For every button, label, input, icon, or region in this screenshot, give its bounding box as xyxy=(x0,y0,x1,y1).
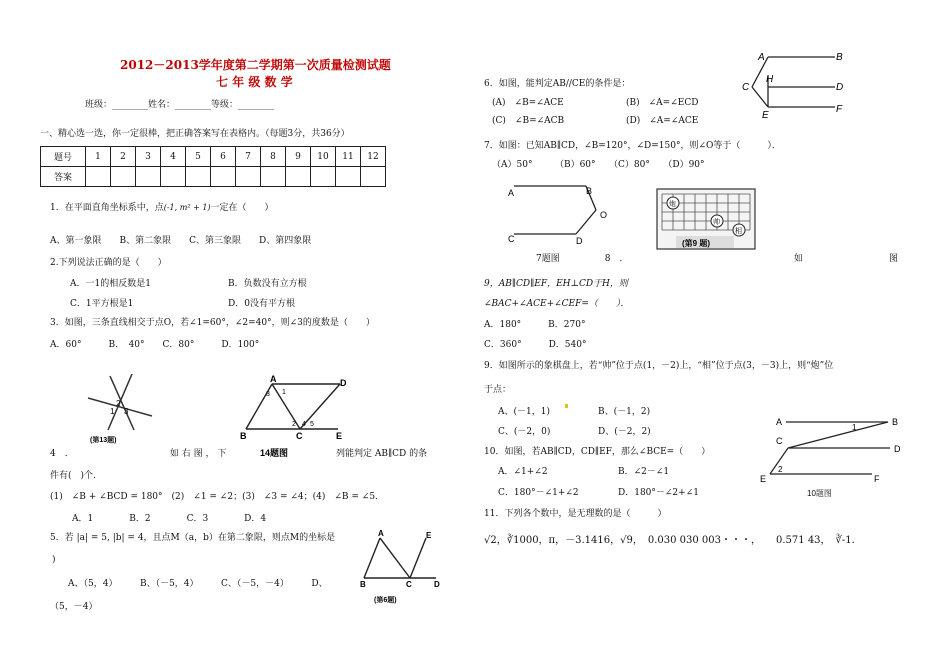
angle-label: 5 xyxy=(310,421,314,428)
question-2-option-d: D．0没有平方根 xyxy=(228,299,295,309)
figure-caption: (第9 题) xyxy=(682,239,710,248)
yellow-dot-mark xyxy=(565,404,568,408)
question-2-option-b: B．负数没有立方根 xyxy=(228,279,307,289)
answer-cell[interactable] xyxy=(236,167,261,187)
answer-cell[interactable] xyxy=(336,167,361,187)
point-label: B xyxy=(240,431,247,441)
question-1-options: A、第一象限 B、第二象限 C、第三象限 D、第四象限 xyxy=(50,236,312,246)
question-number-cell: 5 xyxy=(186,147,211,167)
point-label: D xyxy=(340,378,347,388)
point-label: D xyxy=(576,236,583,246)
question-9-option-a: A、(－1，1) xyxy=(498,407,550,417)
question-11-numbers: √2，∛1000，π，－3.1416，√9， 0.030 030 003・・・， 0.571 43， ∛-1． xyxy=(484,535,862,546)
question-9-option-d: D、(－2，2) xyxy=(598,427,651,437)
question-2-option-a: A．一1的相反数是1 xyxy=(70,279,151,289)
point-label: E xyxy=(762,110,769,121)
question-number-cell: 11 xyxy=(336,147,361,167)
question-6-option-b: (B) ∠A=∠ECD xyxy=(626,98,699,108)
angle-label: 1 xyxy=(110,407,115,416)
table-header-cell: 答案 xyxy=(41,167,86,187)
answer-cell[interactable] xyxy=(136,167,161,187)
point-label: D xyxy=(894,444,901,454)
question-5: 5．若 |a| = 5, |b| = 4，且点M（a，b）在第二象限，则点M的坐标是 xyxy=(50,533,336,543)
question-9-option-b: B、(－1，2) xyxy=(598,407,651,417)
question-5-options: A、（5，4） B、（－5，4） C、（－5，－4） D、 xyxy=(68,579,328,589)
point-label: A xyxy=(776,417,783,427)
figure-6-diagram xyxy=(358,530,448,610)
figure-caption: (第13题) xyxy=(90,437,117,444)
point-label: D xyxy=(434,580,440,589)
question-7: 7．如图：已知AB∥CD，∠B=120°，∠D=150°，则∠O等于（ ）． xyxy=(484,141,781,151)
point-label: C xyxy=(776,436,783,446)
question-number-cell: 9 xyxy=(286,147,311,167)
question-10-option-b: B．∠2－∠1 xyxy=(618,467,670,477)
answer-cell[interactable] xyxy=(211,167,236,187)
point-label: C xyxy=(742,82,750,93)
question-4-tail: 件有( )个. xyxy=(50,471,96,481)
point-label: O xyxy=(600,210,608,220)
point-label: F xyxy=(836,104,843,115)
point-label: B xyxy=(586,186,593,196)
answer-cell[interactable] xyxy=(86,167,111,187)
line xyxy=(788,422,888,448)
question-1 xyxy=(50,200,274,213)
question-11: 11．下列各个数中，是无理数的是（ ） xyxy=(484,509,667,519)
question-4-part: 如 右 图 ， 下 xyxy=(170,449,227,459)
line xyxy=(300,384,340,429)
point-label: A xyxy=(758,52,765,63)
chess-piece-label: 炮 xyxy=(669,201,676,208)
question-6-option-a: (A) ∠B=∠ACE xyxy=(492,98,564,108)
figure-13-diagram xyxy=(88,370,168,450)
question-9: 9．如图所示的象棋盘上，若“帅”位于点(1，－2)上，“相”位于点(3，－3)上，则“炮”位 xyxy=(484,361,834,371)
question-number-cell: 4 xyxy=(161,147,186,167)
question-5-paren: ) xyxy=(52,555,56,565)
question-9-option-c: C、(－2，0) xyxy=(498,427,551,437)
figure-9-chessboard xyxy=(656,188,756,250)
question-6-option-d: (D) ∠A=∠ACE xyxy=(626,116,699,126)
point-label: C xyxy=(508,234,515,244)
question-4-options: A．1 B．2 C．3 D．4 xyxy=(72,514,267,524)
question-number-cell: 2 xyxy=(111,147,136,167)
chess-piece-label: 帅 xyxy=(713,219,720,226)
question-8: 9，AB∥CD∥EF，EH⊥CD于H，则 xyxy=(484,279,628,289)
point-label: C xyxy=(406,580,412,589)
point-label: A xyxy=(508,188,515,198)
question-10-option-c: C．180°－∠1+∠2 xyxy=(498,488,579,498)
answer-table xyxy=(40,146,386,187)
section-1-heading: 一、精心选一选，你一定很棒，把正确答案写在表格内。（每题3分，共36分） xyxy=(40,129,350,139)
answer-cell[interactable] xyxy=(311,167,336,187)
point-label: E xyxy=(760,474,767,484)
question-10: 10．如图，若AB∥CD，CD∥EF，那么∠BCE=（ ） xyxy=(484,447,711,457)
figure-caption: 14题图 xyxy=(260,448,289,458)
question-1-point: (-1, m² + 1) xyxy=(163,203,211,212)
question-4-items: (1) ∠B + ∠BCD = 180° (2) ∠1 = ∠2；(3) ∠3 = ∠4；(4) ∠B = ∠5． xyxy=(50,492,385,502)
point-label: C xyxy=(296,431,303,441)
question-10-option-a: A．∠1+∠2 xyxy=(498,467,548,477)
point-label: E xyxy=(426,531,432,540)
question-4-part: 列能判定 AB∥CD 的条 xyxy=(336,449,428,459)
line xyxy=(380,538,410,578)
angle-label: 2 xyxy=(292,421,296,428)
question-8-line2: ∠BAC+∠ACE+∠CEF=（ ）． xyxy=(484,299,630,309)
table-header-cell: 题号 xyxy=(41,147,86,167)
angle-label: 2 xyxy=(778,465,783,474)
question-number-cell: 6 xyxy=(211,147,236,167)
line xyxy=(110,376,134,430)
table-row xyxy=(41,167,386,187)
point-label: A xyxy=(270,374,277,384)
figure-caption-word: 图 xyxy=(889,254,899,264)
line xyxy=(364,538,380,578)
answer-cell[interactable] xyxy=(361,167,386,187)
line xyxy=(410,538,426,578)
question-3: 3．如图，三条直线相交于点O，若∠1=60°，∠2=40°，则∠3的度数是（ ） xyxy=(50,318,375,328)
figure-captions: 7题图 8 ． xyxy=(536,254,629,264)
figure-7-diagram xyxy=(500,180,620,250)
answer-cell[interactable] xyxy=(161,167,186,187)
question-1-tail: 一定在（ ） xyxy=(210,203,274,213)
question-10-option-d: D．180°－∠2+∠1 xyxy=(618,488,699,498)
student-info-line: 班级：________姓名：________等级：________ xyxy=(85,100,275,110)
exam-title: 2012－2013学年度第二学期第一次质量检测试题 xyxy=(120,58,391,72)
point-label: B xyxy=(360,580,366,589)
question-5-option-d: （5，－4） xyxy=(50,602,98,612)
question-7-options: （A）50° （B）60° （C）80° （D）90° xyxy=(492,160,705,170)
figure-10-caption: 10题图 xyxy=(807,489,832,498)
question-number-cell: 10 xyxy=(311,147,336,167)
table-row xyxy=(41,147,386,167)
figure-10-diagram xyxy=(758,412,908,502)
answer-cell[interactable] xyxy=(111,167,136,187)
question-2: 2.下列说法正确的是（ ） xyxy=(50,258,167,268)
angle-label: 3 xyxy=(124,407,129,416)
exam-subtitle: 七 年 级 数 学 xyxy=(216,75,293,89)
question-3-options: A．60° B． 40° C．80° D．100° xyxy=(50,340,260,350)
question-number-cell: 1 xyxy=(86,147,111,167)
question-8-options-1: A．180° B．270° xyxy=(484,320,586,330)
figure-caption-word: 如 xyxy=(794,254,804,264)
chess-piece-label: 相 xyxy=(735,228,742,235)
question-8-options-2: C．360° D．540° xyxy=(484,340,587,350)
point-label: D xyxy=(836,82,844,93)
angle-label: 4 xyxy=(302,421,306,428)
point-label: B xyxy=(836,52,843,63)
question-number-cell: 7 xyxy=(236,147,261,167)
question-6-option-c: (C) ∠B=∠ACB xyxy=(492,116,565,126)
point-label: B xyxy=(892,417,899,427)
question-number-cell: 12 xyxy=(361,147,386,167)
answer-cell[interactable] xyxy=(286,167,311,187)
angle-label: 1 xyxy=(852,423,857,432)
question-6: 6．如图，能判定AB//CE的条件是： xyxy=(484,79,631,89)
answer-cell[interactable] xyxy=(186,167,211,187)
angle-label: 1 xyxy=(282,389,286,396)
line xyxy=(752,87,768,107)
angle-label: 3 xyxy=(266,391,270,398)
question-2-option-c: C．1平方根是1 xyxy=(70,299,134,309)
point-label: A xyxy=(378,529,384,538)
point-label: E xyxy=(336,431,343,441)
line xyxy=(576,210,596,234)
question-9-line2: 于点： xyxy=(484,385,512,395)
figure-q6-diagram xyxy=(740,48,860,121)
point-label: F xyxy=(874,474,880,484)
question-number-cell: 3 xyxy=(136,147,161,167)
point-label: H xyxy=(766,74,774,85)
figure-caption: (第6题) xyxy=(374,597,397,604)
question-1-text: 1．在平面直角坐标系中，点 xyxy=(50,203,164,213)
question-4-prefix: 4 ． xyxy=(50,449,74,459)
answer-cell[interactable] xyxy=(261,167,286,187)
question-number-cell: 8 xyxy=(261,147,286,167)
angle-label: 2 xyxy=(116,399,121,408)
